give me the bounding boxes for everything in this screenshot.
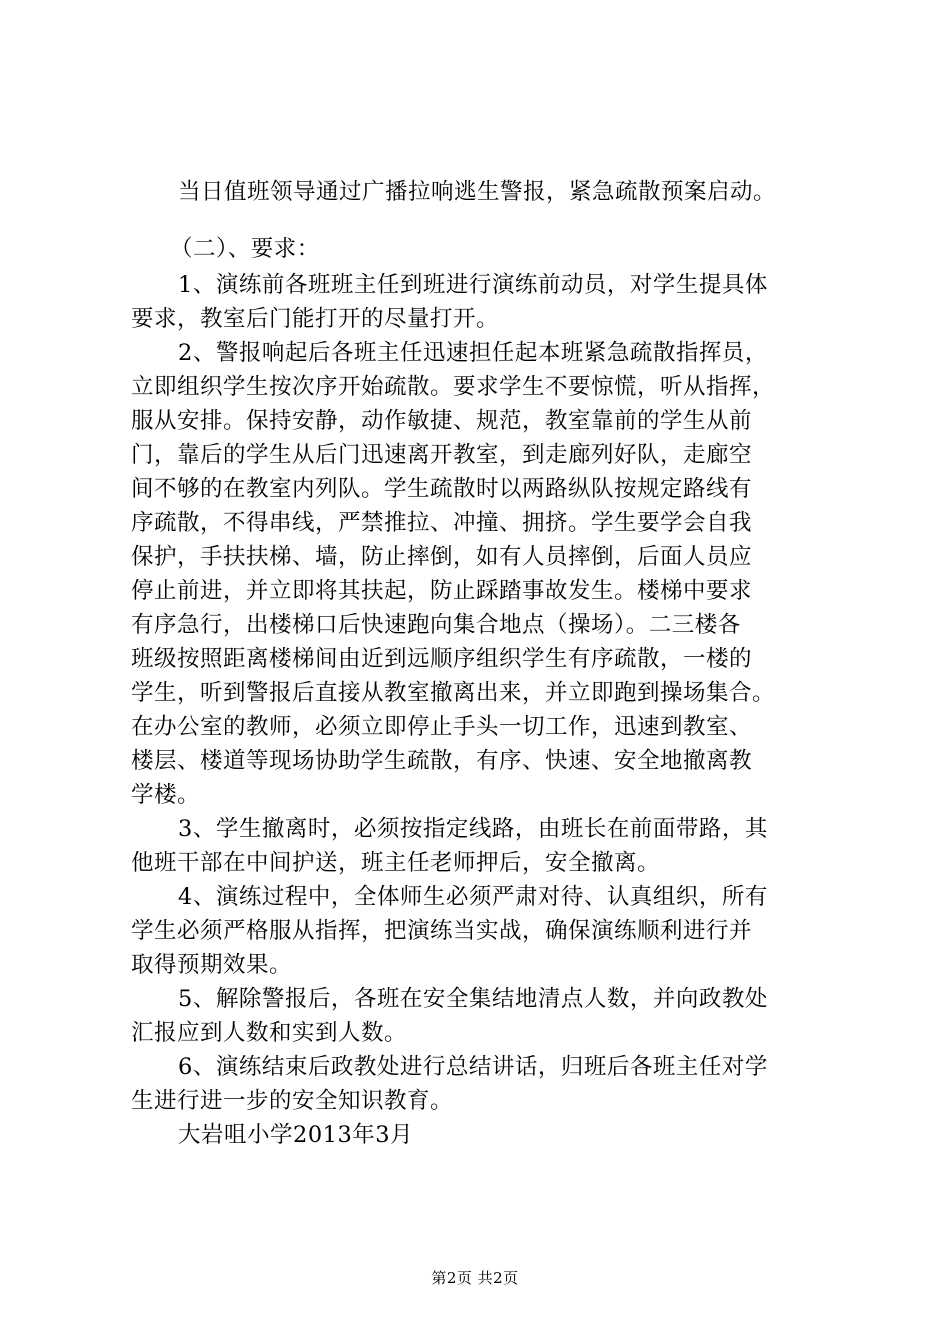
item-4-line-2: 学生必须严格服从指挥，把演练当实战，确保演练顺利进行并 bbox=[131, 918, 753, 944]
item-2-line-4: 门，靠后的学生从后门迅速离开教室，到走廊列好队，走廊空 bbox=[131, 442, 753, 468]
item-6-line-2: 生进行进一步的安全知识教育。 bbox=[131, 1088, 454, 1114]
item-2-line-12: 在办公室的教师，必须立即停止手头一切工作，迅速到教室、 bbox=[131, 714, 753, 740]
item-2-line-5: 间不够的在教室内列队。学生疏散时以两路纵队按规定路线有 bbox=[131, 476, 753, 502]
item-2-line-10: 班级按照距离楼梯间由近到远顺序组织学生有序疏散，一楼的 bbox=[131, 646, 753, 672]
signature-line: 大岩咀小学2013年3月 bbox=[178, 1122, 414, 1148]
item-2-line-1: 2、警报响起后各班主任迅速担任起本班紧急疏散指挥员， bbox=[178, 340, 768, 366]
item-2-line-14: 学楼。 bbox=[131, 782, 201, 808]
item-1-line-1: 1、演练前各班班主任到班进行演练前动员，对学生提具体 bbox=[178, 272, 768, 298]
item-2-line-3: 服从安排。保持安静，动作敏捷、规范，教室靠前的学生从前 bbox=[131, 408, 753, 434]
intro-paragraph: 当日值班领导通过广播拉响逃生警报，紧急疏散预案启动。 bbox=[178, 179, 777, 205]
item-5-line-2: 汇报应到人数和实到人数。 bbox=[131, 1020, 408, 1046]
item-2-line-7: 保护，手扶扶梯、墙，防止摔倒，如有人员摔倒，后面人员应 bbox=[131, 544, 753, 570]
item-2-line-13: 楼层、楼道等现场协助学生疏散，有序、快速、安全地撤离教 bbox=[131, 748, 753, 774]
item-3-line-2: 他班干部在中间护送，班主任老师押后，安全撤离。 bbox=[131, 850, 661, 876]
item-5-line-1: 5、解除警报后，各班在安全集结地清点人数，并向政教处 bbox=[178, 986, 768, 1012]
section-heading: （二）、要求： bbox=[170, 236, 320, 262]
item-2-line-6: 序疏散，不得串线，严禁推拉、冲撞、拥挤。学生要学会自我 bbox=[131, 510, 753, 536]
item-3-line-1: 3、学生撤离时，必须按指定线路，由班长在前面带路，其 bbox=[178, 816, 768, 842]
item-2-line-8: 停止前进，并立即将其扶起，防止踩踏事故发生。楼梯中要求 bbox=[131, 578, 753, 604]
item-4-line-1: 4、演练过程中，全体师生必须严肃对待、认真组织，所有 bbox=[178, 884, 768, 910]
item-6-line-1: 6、演练结束后政教处进行总结讲话，归班后各班主任对学 bbox=[178, 1054, 768, 1080]
item-2-line-9: 有序急行，出楼梯口后快速跑向集合地点（操场）。二三楼各 bbox=[131, 612, 741, 638]
item-4-line-3: 取得预期效果。 bbox=[131, 952, 293, 978]
page-footer: 第2页 共2页 bbox=[431, 1269, 519, 1287]
item-2-line-11: 学生，听到警报后直接从教室撤离出来，并立即跑到操场集合。 bbox=[131, 680, 776, 706]
item-1-line-2: 要求，教室后门能打开的尽量打开。 bbox=[131, 306, 500, 332]
item-2-line-2: 立即组织学生按次序开始疏散。要求学生不要惊慌，听从指挥， bbox=[131, 374, 776, 400]
